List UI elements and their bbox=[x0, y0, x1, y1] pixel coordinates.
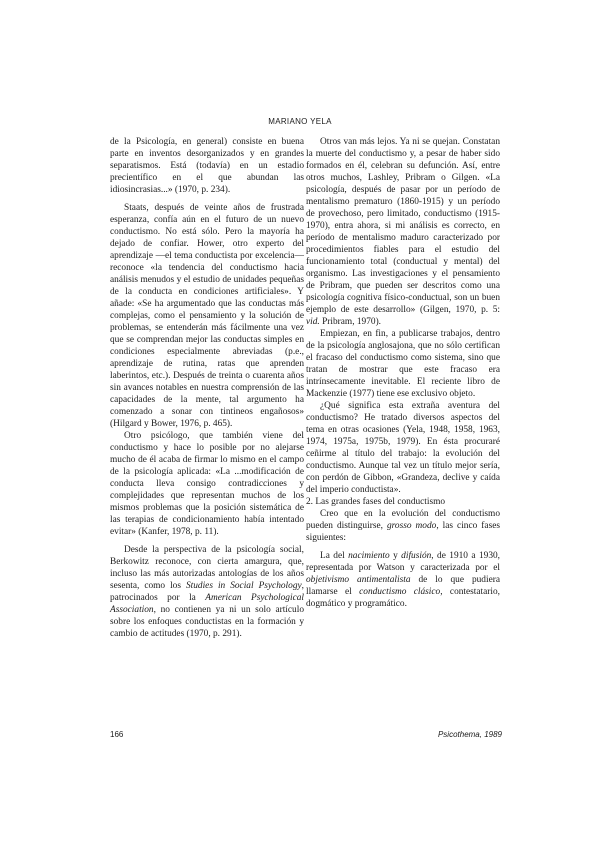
right-p1-vid: vid. bbox=[306, 317, 320, 327]
journal-name: Psicothema, 1989 bbox=[437, 730, 502, 739]
left-p4-title-2: American Psychological Association bbox=[110, 593, 304, 615]
right-p5-a: La del bbox=[320, 551, 349, 561]
right-p5-i1: nacimiento bbox=[348, 551, 390, 561]
left-paragraph-4 bbox=[110, 544, 304, 640]
page-number: 166 bbox=[110, 730, 124, 739]
right-p1-end: Pribram, 1970). bbox=[319, 317, 382, 327]
left-paragraph-3: Otro psicólogo, que también viene del conductismo y hace lo posible por no alejarse mucho de él acaba de firmar lo mismo en el campo de la psicología aplicada: «La ...modificación de conducta lleva consigo contradicciones y complejidades que representan muchos de los mismos problemas que la posición sistemática de las terapias de condicionamiento había intentado evitar» (Kanfer, 1978, p. 11). bbox=[110, 431, 304, 537]
right-p5-i4: conductismo clásico bbox=[359, 587, 441, 597]
right-paragraph-4 bbox=[306, 508, 500, 544]
left-p4-text-b: , patrocinados por la bbox=[110, 581, 304, 603]
section-title: 2. Las grandes fases del conductismo bbox=[306, 497, 446, 507]
right-p1-text: Otros van más lejos. Ya ni se quejan. Constatan la muerte del conductismo y, a pesar de haber sido formados en él, celebran su defunción. Así, entre otros muchos, Lashley, Pribram o Gilgen. «La psicología, después de pasar por un período de mentalismo prematuro (1860-1915) y un período de provechoso, pero limitado, conductismo (1915-1970), entra ahora, si mi análisis es correcto, en período de mentalismo maduro caracterizado por procedimientos fiables para el estudio del funcionamiento total (conductual y mental) del organismo. Las investigaciones y el pensamiento de Pribram, que pueden ser descritos como una psicología cognitiva físico-conductual, son un buen ejemplo de este desarrollo» (Gilgen, 1970, p. 5: bbox=[306, 137, 500, 315]
right-paragraph-3: ¿Qué significa esta extraña aventura del conductismo? He tratado diversos aspectos del tema en otras ocasiones (Yela, 1948, 1958, 1963, 1974, 1975a, 1975b, 1979). En ésta procuraré ceñirme al título del trabajo: la evolución del conductismo. Aunque tal vez un título mejor sería, con perdón de Gibbon, «Grandeza, declive y caída del imperio conductista». bbox=[306, 401, 500, 495]
right-p5-e: , contestatario, dogmático y programático. bbox=[306, 587, 500, 609]
right-column bbox=[306, 136, 500, 610]
right-paragraph-2: Empiezan, en fin, a publicarse trabajos, dentro de la psicología anglosajona, que no sólo certifican el fracaso del conductismo como sistema, sino que tratan de mostrar que este fracaso era intrínsecamente inevitable. El reciente libro de Mackenzie (1977) tiene ese exclusivo objeto. bbox=[306, 329, 500, 399]
left-paragraph-2: Staats, después de veinte años de frustrada esperanza, confía aún en el futuro de un nuevo conductismo. No está sólo. Pero la mayoría ha dejado de confiar. Hower, otro experto del aprendizaje —el tema conductista por excelencia— reconoce «la tendencia del conductismo hacia análisis menudos y el estudio de unidades pequeñas de la conducta en condiciones artificiales». Y añade: «Se ha argumentado que las conductas más complejas, como el pensamiento y la solución de problemas, se entenderán más fácilmente una vez que se comprendan mejor las conductas simples en condiciones especialmente abreviadas (p.e., aprendizaje de rutina, ratas que aprenden laberintos, etc.). Después de treinta o cuarenta años sin avances notables en nuestra comprensión de las capacidades de la mente, tal argumento ha comenzado a sonar con tintineos engañosos» (Hilgard y Bower, 1976, p. 465). bbox=[110, 203, 304, 429]
right-paragraph-5 bbox=[306, 550, 500, 610]
running-head: MARIANO YELA bbox=[268, 117, 332, 126]
right-p5-i2: difusión bbox=[401, 551, 432, 561]
left-paragraph-1: de la Psicología, en general) consiste en buena parte en inventos desorganizados y en grandes separatismos. Está (todavía) en un estadio precientífico en el que abundan las idiosincrasias...» (1970, p. 234). bbox=[110, 137, 304, 195]
left-p4-title-1: Studies in Social Psychology bbox=[185, 581, 302, 591]
right-p5-i3: objetivismo antimentalista bbox=[306, 575, 411, 585]
left-p4-text-c: , no contienen ya ni un solo artículo sobre los enfoques conductistas en la formación y cambio de actitudes (1970, p. 291). bbox=[110, 605, 304, 639]
right-p4-text-b: , las cinco fases siguientes: bbox=[306, 521, 500, 543]
right-p5-c: , de 1910 a 1930, representada por Watson y caracterizada por el bbox=[306, 551, 500, 573]
right-p4-italic: grosso modo bbox=[386, 521, 437, 531]
right-p5-b: y bbox=[389, 551, 402, 561]
right-p4-text-a: Creo que en la evolución del conductismo pueden distinguirse, bbox=[306, 509, 500, 531]
left-column bbox=[110, 136, 304, 640]
right-p5-d: de lo que pudiera llamarse el bbox=[306, 575, 500, 597]
left-p4-text-a: Desde la perspectiva de la psicología social, Berkowitz reconoce, con cierta amargura, que, incluso las más autorizadas antologías de los años sesenta, como los bbox=[110, 545, 304, 591]
right-paragraph-1 bbox=[306, 136, 500, 328]
